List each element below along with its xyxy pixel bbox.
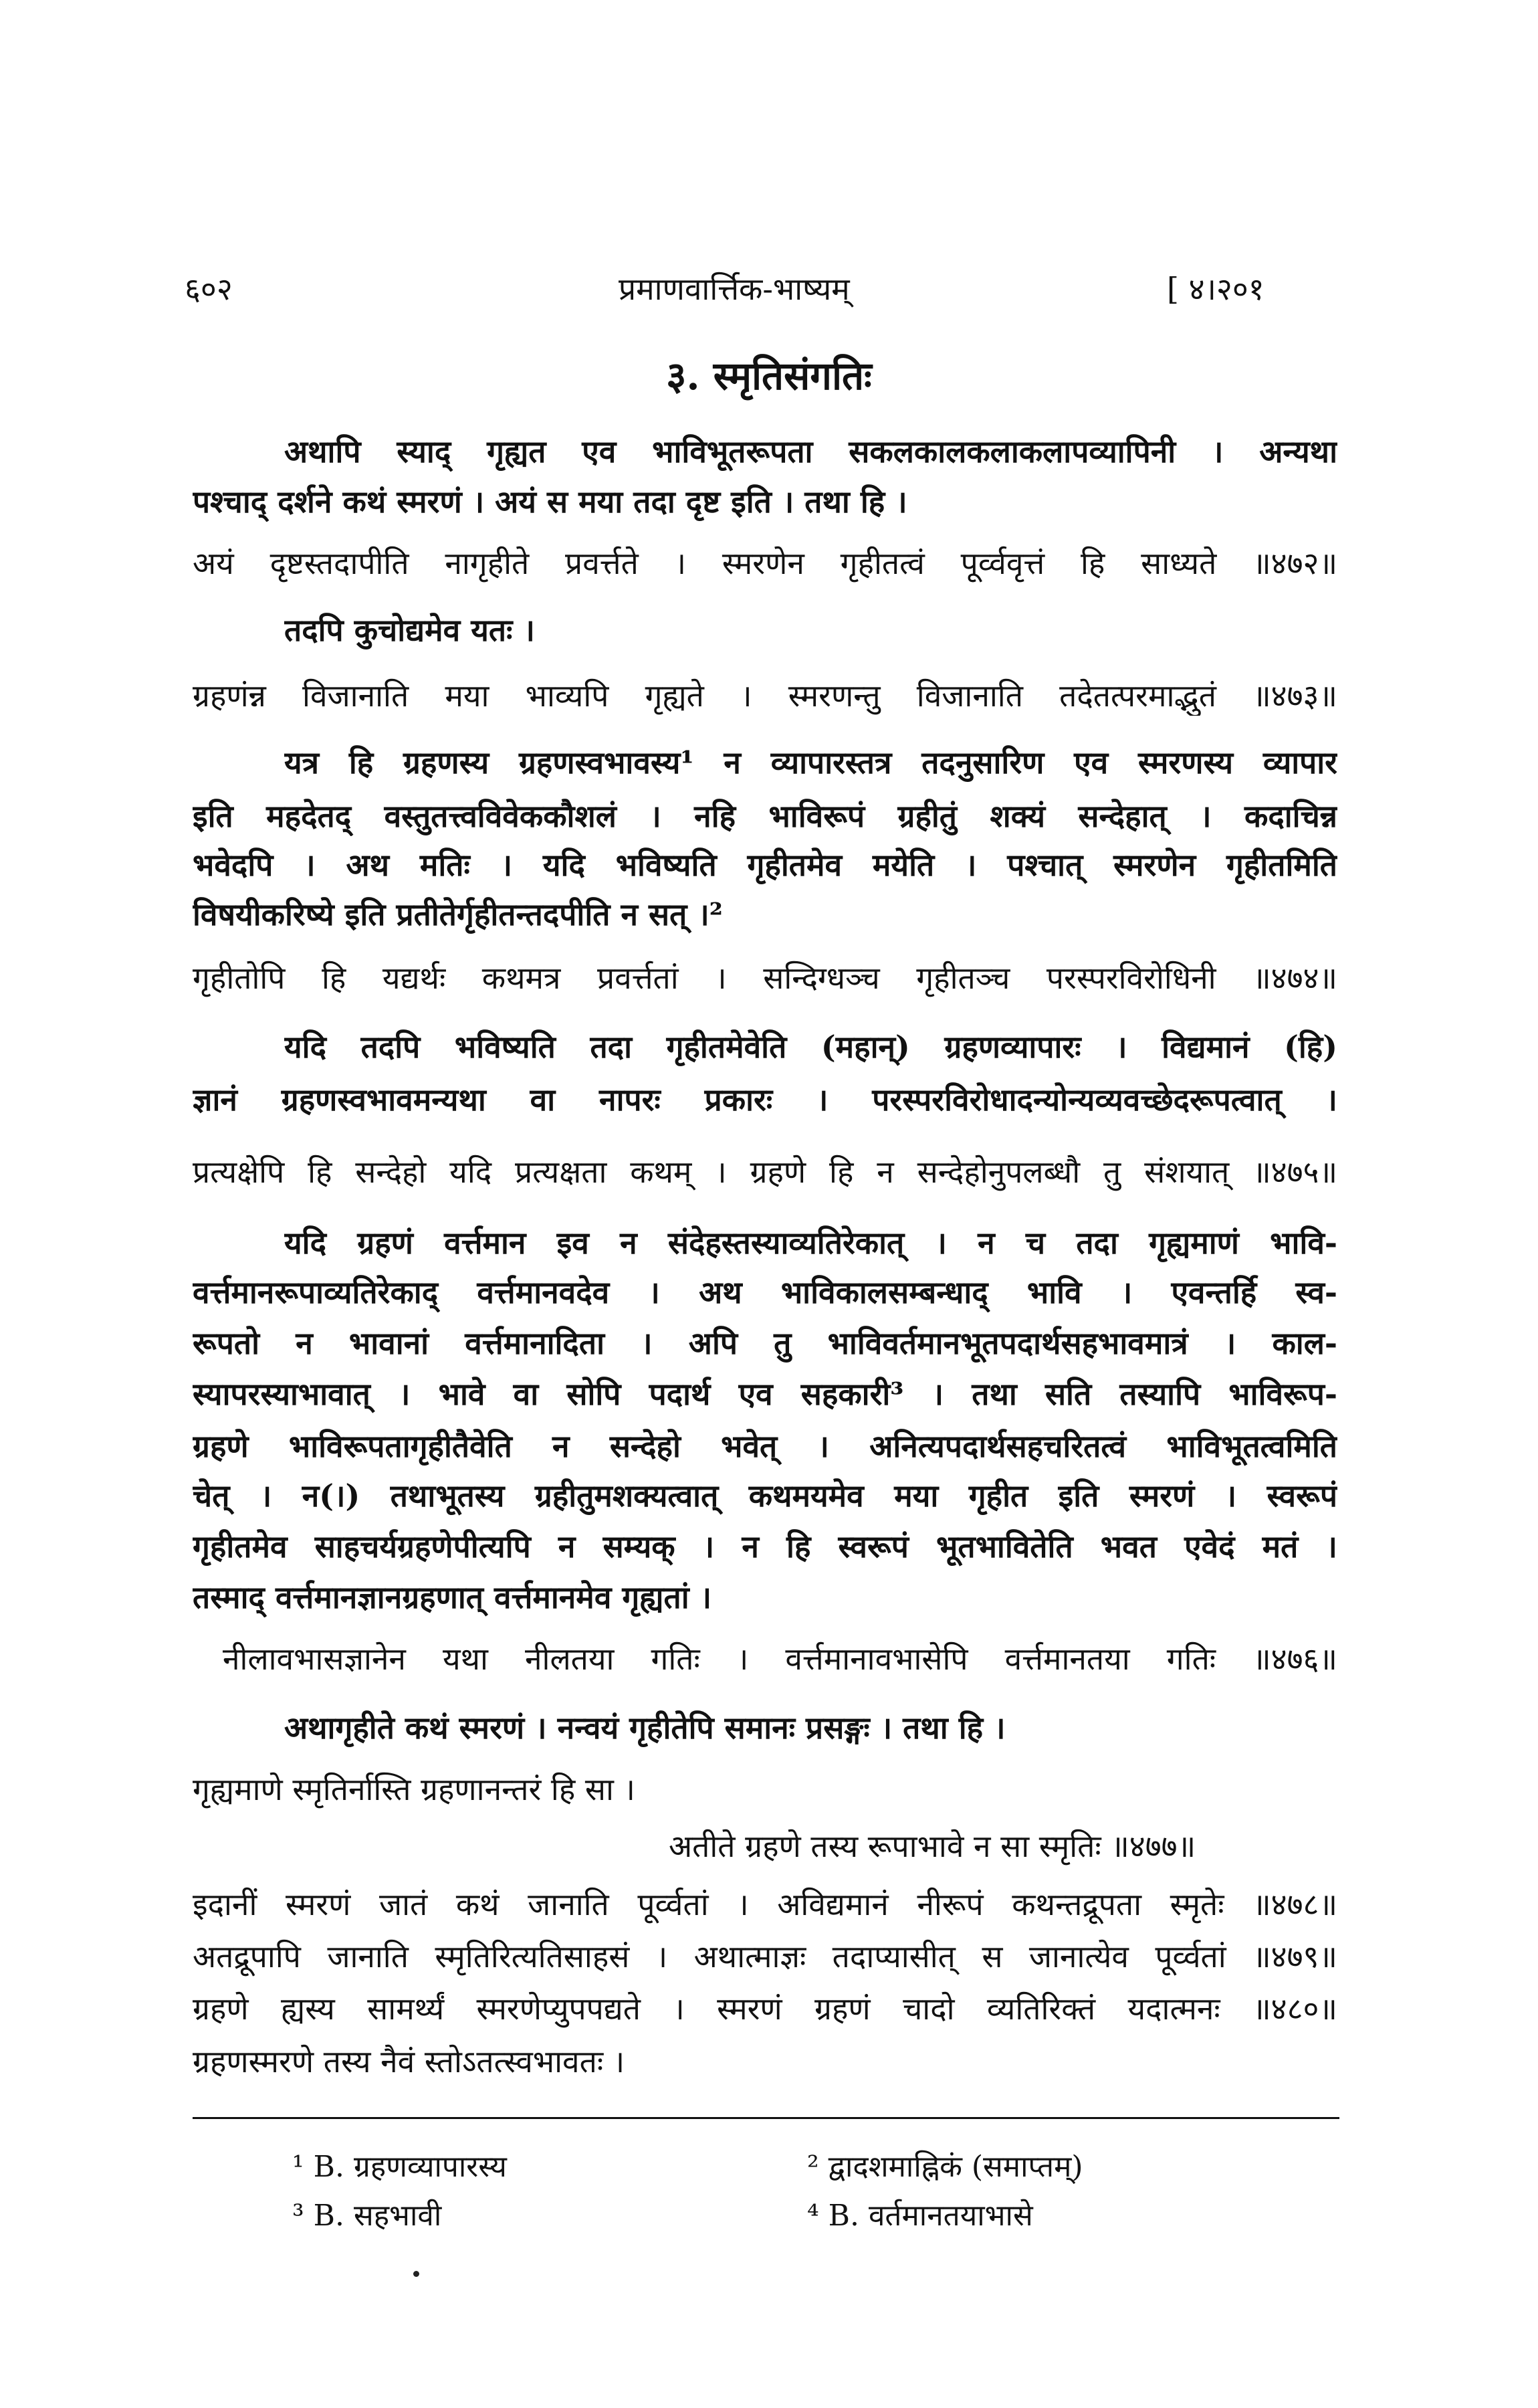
verse-475: प्रत्यक्षेपि हि सन्देहो यदि प्रत्यक्षता कथम् । ग्रहणे हि न सन्देहोनुपलब्धौ तु संशयात् ॥४७५॥ [193,1154,1337,1190]
prose-line: गृहीतमेव साहचर्यग्रहणेपीत्यपि न सम्यक् । न हि स्वरूपं भूतभावितेति भवत एवेदं मतं । [193,1528,1337,1565]
footnote-1: ¹ B. ग्रहणव्यापारस्य [292,2150,507,2184]
verse-473: ग्रहणंन्न विजानाति मया भाव्यपि गृह्यते । स्मरणन्तु विजानाति तदेतत्परमाद्भुतं ॥४७३॥ [193,678,1337,714]
prose-line: यदि तदपि भविष्यति तदा गृहीतमेवेति (महान्) ग्रहणव्यापारः । विद्यमानं (हि) [284,1029,1337,1065]
verse-479: अतद्रूपापि जानाति स्मृतिरित्यतिसाहसं । अथात्माज्ञः तदाप्यासीत् स जानात्येव पूर्व्वतां ॥४७९॥ [193,1938,1337,1975]
prose-line: यत्र हि ग्रहणस्य ग्रहणस्वभावस्य¹ न व्यापारस्तत्र तदनुसारिण एव स्मरणस्य व्यापार [284,744,1337,781]
footnote-2: ² द्वादशमाह्निकं (समाप्तम्) [807,2150,1083,2184]
prose-line: यदि ग्रहणं वर्त्तमान इव न संदेहस्तस्याव्यतिरेकात् । न च तदा गृह्यमाणं भावि- [284,1225,1337,1261]
verse-480: ग्रहणे ह्यस्य सामर्थ्यं स्मरणेप्युपपद्यते । स्मरणं ग्रहणं चादो व्यतिरिक्तं यदात्मनः ॥४८०॥ [193,1991,1337,2027]
running-title: प्रमाणवार्त्तिक-भाष्यम् [619,271,850,307]
prose-line: विषयीकरिष्ये इति प्रतीतेर्गृहीतन्तदपीति न सत् ।² [193,896,723,932]
verse-481-first-half: ग्रहणस्मरणे तस्य नैवं स्तोऽतत्स्वभावतः । [193,2043,625,2080]
prose-line: पश्चाद् दर्शने कथं स्मरणं । अयं स मया तदा दृष्ट इति । तथा हि । [193,484,907,520]
prose-line: अथापि स्याद् गृह्यत एव भाविभूतरूपता सकलकालकलाकलापव्यापिनी । अन्यथा [284,433,1337,470]
prose-line: भवेदपि । अथ मतिः । यदि भविष्यति गृहीतमेव मयेति । पश्चात् स्मरणेन गृहीतमिति [193,847,1337,883]
verse-472: अयं दृष्टस्तदापीति नागृहीते प्रवर्त्तते । स्मरणेन गृहीतत्वं पूर्व्ववृत्तं हि साध्यते ॥४७२॥ [193,545,1337,581]
prose-line: रूपतो न भावानां वर्त्तमानादिता । अपि तु भाविवर्तमानभूतपदार्थसहभावमात्रं । काल- [193,1325,1337,1361]
section-title: ३. स्मृतिसंगतिः [666,353,872,399]
verse-476: नीलावभासज्ञानेन यथा नीलतया गतिः । वर्त्तमानावभासेपि वर्त्तमानतया गतिः ॥४७६॥ [223,1641,1337,1677]
verse-474: गृहीतोपि हि यद्यर्थः कथमत्र प्रवर्त्ततां । सन्दिग्धञ्च गृहीतञ्च परस्परविरोधिनी ॥४७४॥ [193,960,1337,996]
prose-line: वर्त्तमानरूपाव्यतिरेकाद् वर्त्तमानवदेव । अथ भाविकालसम्बन्धाद् भावि । एवन्तर्हि स्व- [193,1274,1337,1310]
ink-speck [413,2271,419,2277]
footnote-4: ⁴ B. वर्तमानतयाभासे [807,2199,1033,2233]
prose-line: चेत् । न(।) तथाभूतस्य ग्रहीतुमशक्यत्वात् कथमयमेव मया गृहीत इति स्मरणं । स्वरूपं [193,1478,1337,1514]
footnote-divider [193,2117,1339,2119]
prose-line: ग्रहणे भाविरूपतागृहीतैवेति न सन्देहो भवेत् । अनित्यपदार्थसहचरितत्वं भाविभूतत्वमिति [193,1428,1337,1464]
verse-477-second-half: अतीते ग्रहणे तस्य रूपाभावे न सा स्मृतिः ॥४७७॥ [669,1828,1196,1864]
page-number: ६०२ [185,271,233,307]
prose-line: तदपि कुचोद्यमेव यतः । [284,612,535,648]
prose-line: तस्माद् वर्त्तमानज्ञानग्रहणात् वर्त्तमानमेव गृह्यतां । [193,1579,712,1615]
prose-line: स्यापरस्याभावात् । भावे वा सोपि पदार्थ एव सहकारी³ । तथा सति तस्यापि भाविरूप- [193,1376,1337,1412]
prose-line: इति महदेतद् वस्तुतत्त्वविवेककौशलं । नहि भाविरूपं ग्रहीतुं शक्यं सन्देहात् । कदाचिन्न [193,798,1337,834]
footnote-3: ³ B. सहभावी [292,2199,442,2233]
prose-line: अथागृहीते कथं स्मरणं । नन्वयं गृहीतेपि समानः प्रसङ्गः । तथा हि । [284,1710,1006,1746]
section-ref: [ ४।२०१ [1167,271,1265,307]
verse-477-first-half: गृह्यमाणे स्मृतिर्नास्ति ग्रहणानन्तरं हि सा । [193,1771,635,1807]
prose-line: ज्ञानं ग्रहणस्वभावमन्यथा वा नापरः प्रकारः । परस्परविरोधादन्योन्यव्यवच्छेदरूपत्वात् । [193,1082,1337,1118]
verse-478: इदानीं स्मरणं जातं कथं जानाति पूर्व्वतां । अविद्यमानं नीरूपं कथन्तद्रूपता स्मृतेः ॥४७८॥ [193,1886,1337,1922]
